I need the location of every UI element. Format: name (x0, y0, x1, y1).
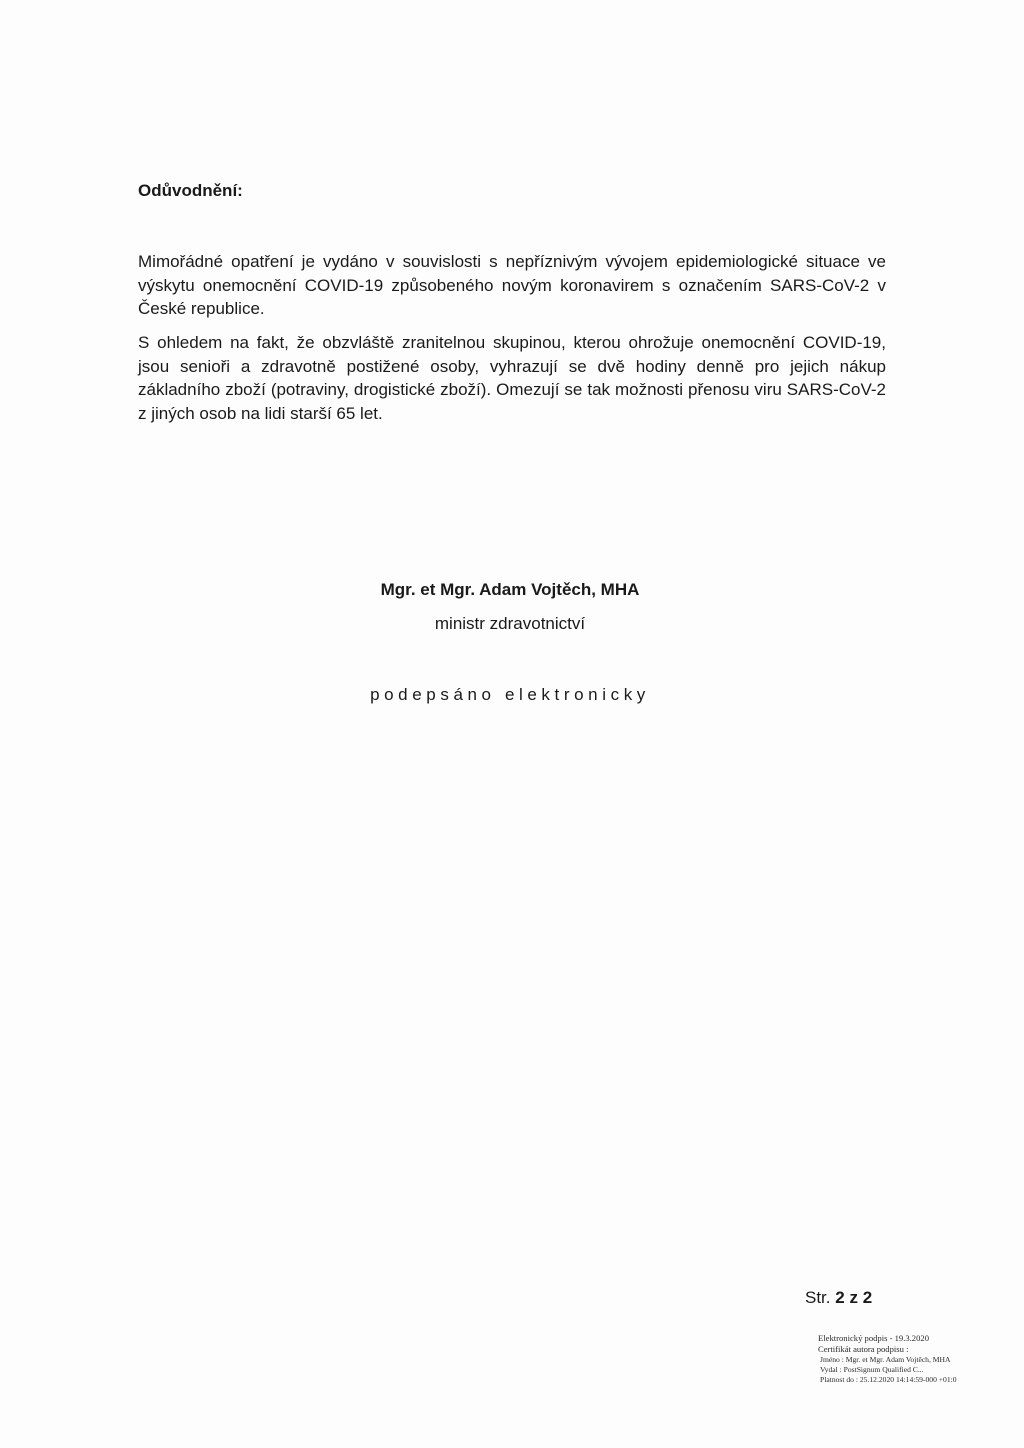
page-number (805, 1288, 872, 1308)
section-heading: Odůvodnění: (138, 181, 243, 200)
esign-line-certificate: Certifikát autora podpisu : (818, 1344, 909, 1354)
signer-role: ministr zdravotnictví (434, 614, 586, 633)
signed-electronically-note: podepsáno elektronicky (370, 685, 650, 704)
paragraph-1: Mimořádné opatření je vydáno v souvislosti s nepříznivým vývojem epidemiologické situace ve výskytu onemocnění COVID-19 způsobeného novým koronavirem s označením SARS-CoV-2 v České republice. (138, 252, 886, 318)
esign-line-name: Jméno : Mgr. et Mgr. Adam Vojtěch, MHA (820, 1355, 951, 1364)
esign-line-issuer: Vydal : PostSignum Qualified C... (820, 1365, 924, 1374)
page-separator: z (849, 1288, 858, 1307)
signer-name: Mgr. et Mgr. Adam Vojtěch, MHA (380, 580, 640, 599)
paragraph-2: S ohledem na fakt, že obzvláště zranitelnou skupinou, kterou ohrožuje onemocnění COVID-19, jsou senioři a zdravotně postižené osoby, vyhrazují se dvě hodiny denně pro jejich nákup základního zboží (potraviny, drogistické zboží). Omezují se tak možnosti přenosu viru SARS-CoV-2 z jiných osob na lidi starší 65 let. (138, 333, 886, 423)
esign-line-validity: Platnost do : 25.12.2020 14:14:59-000 +01:0 (820, 1375, 957, 1384)
esign-line-date: Elektronický podpis - 19.3.2020 (818, 1333, 929, 1343)
page-current: 2 (835, 1288, 845, 1307)
page-prefix: Str. (805, 1288, 831, 1307)
page-total: 2 (862, 1288, 873, 1307)
electronic-signature-stamp (818, 1333, 957, 1385)
